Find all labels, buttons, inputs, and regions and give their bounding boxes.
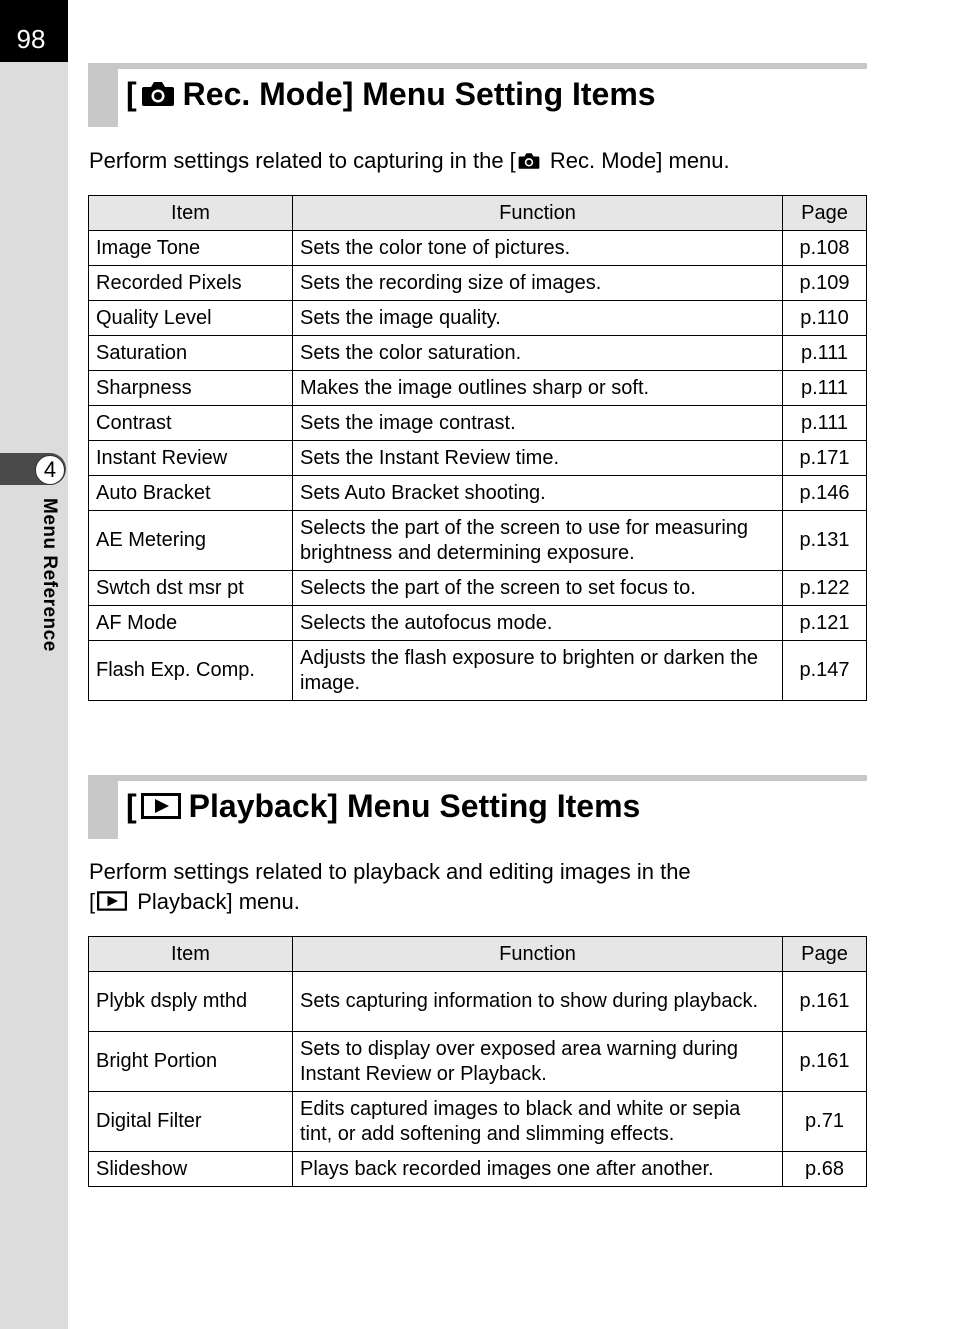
table-row [89, 441, 867, 476]
rec-section-header [88, 63, 867, 133]
table-row [89, 571, 867, 606]
camera-icon [141, 81, 175, 107]
title-text: Playback] Menu Setting Items [188, 788, 641, 824]
cell-function: Sets the image quality. [293, 301, 783, 336]
intro-text: Playback] menu. [131, 889, 300, 914]
cell-page: p.122 [783, 571, 867, 606]
chapter-number: 4 [35, 455, 65, 485]
cell-function: Sets the image contrast. [293, 406, 783, 441]
cell-page: p.108 [783, 231, 867, 266]
intro-text: [ [89, 889, 96, 914]
table-header-row [89, 196, 867, 231]
cell-function: Sets capturing information to show during playback. [293, 972, 783, 1032]
section-header-bar [88, 781, 118, 839]
cell-page: p.131 [783, 511, 867, 571]
cell-page: p.161 [783, 972, 867, 1032]
playback-icon [141, 793, 181, 819]
cell-function: Sets to display over exposed area warning during Instant Review or Playback. [293, 1032, 783, 1092]
cell-function: Plays back recorded images one after another. [293, 1152, 783, 1187]
table-row [89, 231, 867, 266]
cell-item: AF Mode [89, 606, 293, 641]
intro-line [89, 887, 691, 917]
rec-items-table [88, 195, 867, 701]
playback-section-header [88, 775, 867, 845]
cell-page: p.161 [783, 1032, 867, 1092]
table-row [89, 641, 867, 701]
table-row [89, 1092, 867, 1152]
table-row [89, 371, 867, 406]
table-row [89, 606, 867, 641]
cell-function: Sets the color tone of pictures. [293, 231, 783, 266]
cell-item: Bright Portion [89, 1032, 293, 1092]
cell-page: p.109 [783, 266, 867, 301]
table-row [89, 336, 867, 371]
rec-intro [89, 146, 730, 176]
cell-page: p.71 [783, 1092, 867, 1152]
cell-page: p.110 [783, 301, 867, 336]
cell-function: Sets the color saturation. [293, 336, 783, 371]
table-row [89, 406, 867, 441]
cell-page: p.111 [783, 371, 867, 406]
cell-function: Edits captured images to black and white or sepia tint, or add softening and slimming effects. [293, 1092, 783, 1152]
cell-item: Slideshow [89, 1152, 293, 1187]
header-item: Item [89, 196, 293, 231]
rec-section-title [126, 74, 656, 114]
cell-page: p.111 [783, 406, 867, 441]
page-number: 98 [16, 24, 46, 54]
camera-icon [518, 152, 540, 170]
cell-page: p.121 [783, 606, 867, 641]
intro-text: Perform settings related to playback and editing images in the [89, 859, 691, 884]
cell-item: Auto Bracket [89, 476, 293, 511]
table-row [89, 972, 867, 1032]
cell-function: Makes the image outlines sharp or soft. [293, 371, 783, 406]
cell-function: Sets the Instant Review time. [293, 441, 783, 476]
playback-intro [89, 857, 691, 917]
table-row [89, 301, 867, 336]
table-row [89, 266, 867, 301]
cell-page: p.171 [783, 441, 867, 476]
cell-function: Selects the part of the screen to use for measuring brightness and determining exposure. [293, 511, 783, 571]
playback-section-title [126, 786, 640, 826]
chapter-label: Menu Reference [39, 498, 60, 652]
title-bracket: [ [126, 788, 137, 824]
cell-item: Quality Level [89, 301, 293, 336]
table-row [89, 1032, 867, 1092]
cell-item: Contrast [89, 406, 293, 441]
cell-function: Selects the autofocus mode. [293, 606, 783, 641]
cell-item: Flash Exp. Comp. [89, 641, 293, 701]
table-row [89, 476, 867, 511]
page-number-box [0, 0, 68, 62]
table-header-row [89, 937, 867, 972]
cell-function: Adjusts the flash exposure to brighten or darken the image. [293, 641, 783, 701]
chapter-sidebar [0, 0, 68, 1329]
cell-function: Sets Auto Bracket shooting. [293, 476, 783, 511]
section-header-bar [88, 69, 118, 127]
cell-item: AE Metering [89, 511, 293, 571]
table-row [89, 1152, 867, 1187]
cell-item: Image Tone [89, 231, 293, 266]
cell-item: Swtch dst msr pt [89, 571, 293, 606]
header-page: Page [783, 196, 867, 231]
cell-item: Sharpness [89, 371, 293, 406]
table-row [89, 511, 867, 571]
cell-item: Instant Review [89, 441, 293, 476]
cell-item: Plybk dsply mthd [89, 972, 293, 1032]
cell-page: p.68 [783, 1152, 867, 1187]
intro-text: Rec. Mode] menu. [543, 148, 730, 173]
header-function: Function [293, 196, 783, 231]
cell-function: Sets the recording size of images. [293, 266, 783, 301]
title-bracket: [ [126, 76, 137, 112]
cell-page: p.147 [783, 641, 867, 701]
cell-function: Selects the part of the screen to set focus to. [293, 571, 783, 606]
cell-item: Recorded Pixels [89, 266, 293, 301]
header-function: Function [293, 937, 783, 972]
playback-items-table [88, 936, 867, 1187]
playback-icon [97, 891, 127, 911]
cell-page: p.111 [783, 336, 867, 371]
title-text: Rec. Mode] Menu Setting Items [182, 76, 656, 112]
header-item: Item [89, 937, 293, 972]
header-page: Page [783, 937, 867, 972]
cell-item: Saturation [89, 336, 293, 371]
cell-page: p.146 [783, 476, 867, 511]
cell-item: Digital Filter [89, 1092, 293, 1152]
intro-text: Perform settings related to capturing in the [ [89, 148, 516, 173]
